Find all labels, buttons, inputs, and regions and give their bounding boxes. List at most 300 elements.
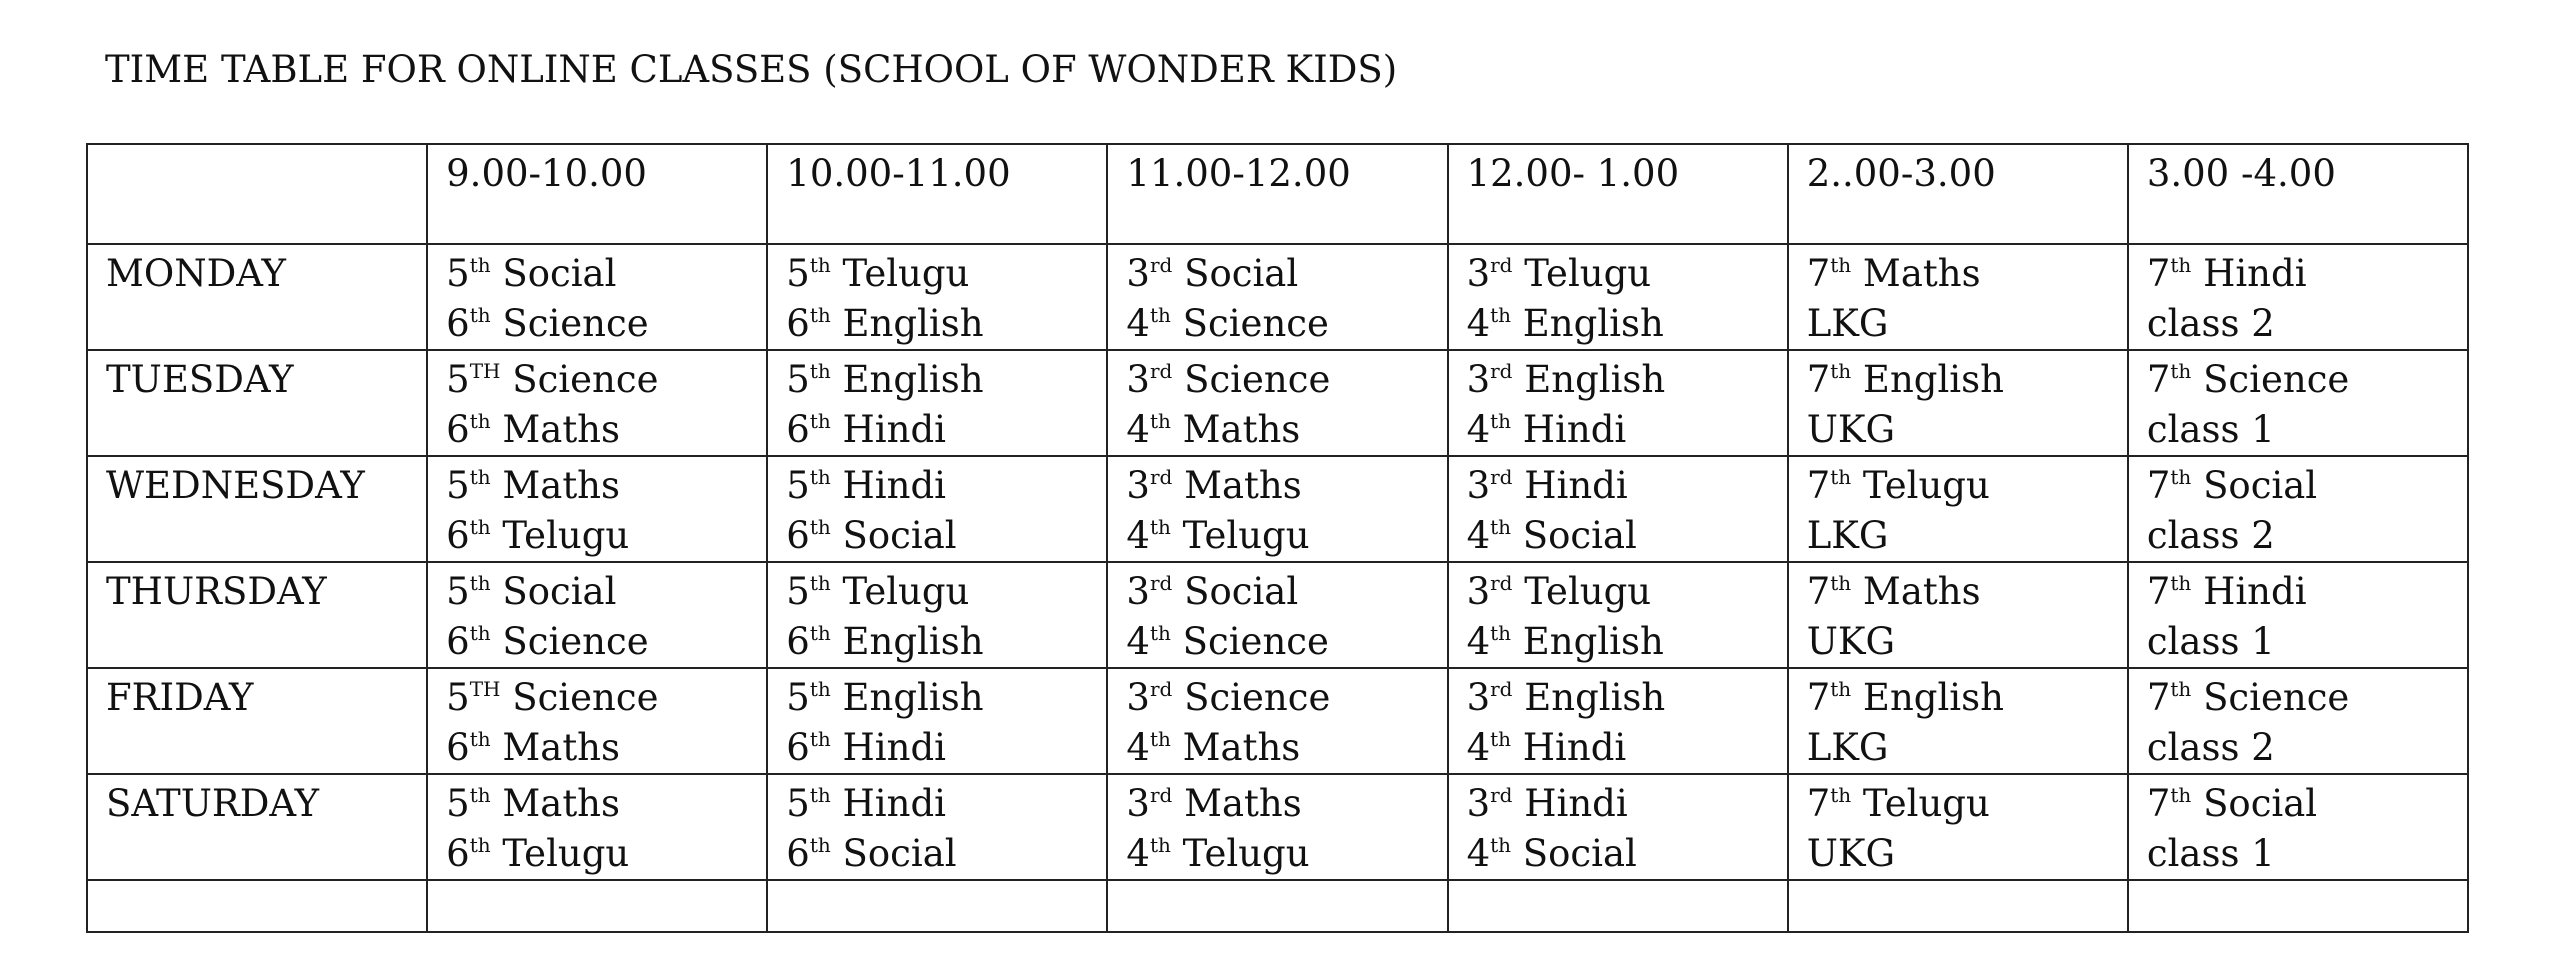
ordinal-suffix: th [1830,253,1852,277]
subject-text: English [1512,358,1666,401]
grade-number: 3 [1466,782,1491,825]
class-entry [2147,461,2449,511]
day-row [87,774,2468,880]
ordinal-suffix: th [809,833,831,857]
ordinal-suffix: th [809,677,831,701]
class-entry [1126,511,1428,561]
ordinal-suffix: th [2170,783,2192,807]
subject-text: English [1851,358,2004,401]
ordinal-suffix: th [809,465,831,489]
class-entry [786,779,1088,829]
grade-number: 4 [1466,620,1491,663]
class-entry [446,723,748,773]
grade-number: 7 [2146,252,2171,295]
class-entry [1467,829,1769,879]
ordinal-suffix: rd [1490,677,1513,701]
subject-text: Telugu [1170,514,1310,557]
class-entry [786,461,1088,511]
class-entry [446,779,748,829]
grade-number: 4 [1126,302,1150,345]
ordinal-suffix: th [1490,621,1512,645]
class-entry [2147,723,2449,773]
subject-text: Maths [1172,782,1302,825]
class-cell [2128,562,2468,668]
subject-text: Telugu [1512,252,1652,295]
grade-number: 4 [1466,514,1491,557]
corner-cell [87,144,427,244]
subject-text: class 1 [2146,832,2275,875]
grade-number: 3 [1126,464,1150,507]
subject-text: Social [490,252,617,295]
subject-text: Maths [1170,726,1301,769]
class-entry [446,829,748,879]
subject-text: Hindi [1512,782,1628,825]
ordinal-suffix: th [1490,833,1512,857]
grade-number: 6 [446,726,470,769]
subject-text: Maths [1172,464,1302,507]
ordinal-suffix: rd [1149,677,1173,701]
ordinal-suffix: th [2170,677,2192,701]
class-cell [1107,774,1447,880]
day-label: THURSDAY [87,562,427,668]
class-cell [2128,774,2468,880]
grade-number: 5 [446,464,470,507]
subject-text: Maths [1170,408,1301,451]
ordinal-suffix: th [809,621,831,645]
class-cell [427,456,767,562]
class-cell [1448,244,1788,350]
day-row [87,350,2468,456]
time-slot-header: 11.00-12.00 [1107,144,1447,244]
class-entry [2147,779,2449,829]
class-entry [446,405,748,455]
class-entry [446,299,748,349]
day-label: MONDAY [87,244,427,350]
subject-text: Science [490,620,649,663]
class-entry [1126,723,1428,773]
grade-number: 4 [1126,620,1150,663]
class-entry [1807,461,2109,511]
class-entry [2147,617,2449,667]
empty-cell [87,880,427,932]
ordinal-suffix: th [2170,359,2192,383]
ordinal-suffix: th [809,409,831,433]
class-entry [1126,405,1428,455]
ordinal-suffix: th [1490,727,1512,751]
class-cell [1788,244,2128,350]
grade-number: 7 [1806,358,1831,401]
day-label: SATURDAY [87,774,427,880]
class-cell [767,562,1107,668]
subject-text: Social [2191,464,2318,507]
grade-number: 6 [446,408,470,451]
subject-text: English [830,302,984,345]
subject-text: LKG [1806,726,1889,769]
class-entry [1807,829,2109,879]
class-cell [1107,668,1447,774]
grade-number: 6 [786,620,810,663]
class-entry [1126,299,1428,349]
class-entry [1126,829,1428,879]
grade-number: 5 [446,252,470,295]
grade-number: 6 [786,302,810,345]
ordinal-suffix: rd [1490,783,1513,807]
subject-text: Social [830,514,957,557]
grade-number: 6 [786,514,810,557]
subject-text: English [830,620,984,663]
class-cell [1448,668,1788,774]
ordinal-suffix: th [1490,515,1512,539]
class-entry [2147,355,2449,405]
subject-text: Hindi [830,408,946,451]
class-entry [1467,299,1769,349]
grade-number: 5 [786,358,810,401]
class-entry [1467,249,1769,299]
day-row [87,562,2468,668]
class-entry [1467,355,1769,405]
ordinal-suffix: th [809,515,831,539]
empty-row [87,880,2468,932]
ordinal-suffix: th [2170,253,2192,277]
subject-text: Social [1172,570,1299,613]
ordinal-suffix: th [1830,571,1852,595]
time-slot-header: 9.00-10.00 [427,144,767,244]
class-entry [1467,723,1769,773]
grade-number: 5 [446,358,470,401]
class-cell [2128,668,2468,774]
grade-number: 5 [446,570,470,613]
class-cell [1448,562,1788,668]
ordinal-suffix: th [469,621,491,645]
subject-text: Maths [1851,252,1981,295]
class-entry [2147,299,2449,349]
grade-number: 5 [786,570,810,613]
ordinal-suffix: th [469,833,491,857]
class-entry [1807,673,2109,723]
subject-text: Maths [490,726,621,769]
grade-number: 6 [446,514,470,557]
class-cell [1107,456,1447,562]
class-cell [2128,244,2468,350]
subject-text: Hindi [1511,726,1627,769]
class-entry [1467,567,1769,617]
subject-text: LKG [1806,302,1889,345]
grade-number: 5 [786,252,810,295]
subject-text: Science [2191,676,2350,719]
subject-text: UKG [1806,832,1896,875]
grade-number: 3 [1126,570,1150,613]
subject-text: Maths [490,782,621,825]
class-entry [446,461,748,511]
grade-number: 4 [1466,408,1491,451]
class-cell [1107,350,1447,456]
time-slot-header: 3.00 -4.00 [2128,144,2468,244]
class-entry [786,249,1088,299]
class-entry [1467,461,1769,511]
class-entry [786,617,1088,667]
class-entry [1807,617,2109,667]
grade-number: 7 [1806,570,1831,613]
grade-number: 4 [1126,832,1150,875]
grade-number: 7 [1806,676,1831,719]
grade-number: 7 [2146,570,2171,613]
subject-text: Science [500,676,659,719]
subject-text: Science [1170,620,1329,663]
ordinal-suffix: th [1149,409,1171,433]
class-entry [446,617,748,667]
subject-text: Maths [490,408,621,451]
grade-number: 6 [786,726,810,769]
day-row [87,668,2468,774]
class-entry [786,355,1088,405]
ordinal-suffix: th [809,783,831,807]
class-cell [1107,244,1447,350]
page-title: TIME TABLE FOR ONLINE CLASSES (SCHOOL OF WONDER KIDS) [105,48,1398,91]
subject-text: Telugu [830,570,970,613]
subject-text: Telugu [1170,832,1310,875]
ordinal-suffix: rd [1149,465,1173,489]
class-entry [1126,567,1428,617]
ordinal-suffix: th [1830,465,1852,489]
class-entry [1126,779,1428,829]
ordinal-suffix: th [1149,727,1171,751]
grade-number: 3 [1126,358,1150,401]
class-entry [1467,673,1769,723]
grade-number: 3 [1126,676,1150,719]
ordinal-suffix: TH [469,359,501,383]
empty-cell [2128,880,2468,932]
class-entry [446,673,748,723]
subject-text: Telugu [830,252,970,295]
empty-cell [1448,880,1788,932]
class-entry [786,299,1088,349]
subject-text: UKG [1806,408,1896,451]
class-entry [446,249,748,299]
subject-text: Maths [490,464,621,507]
ordinal-suffix: th [1149,515,1171,539]
subject-text: Social [830,832,957,875]
grade-number: 4 [1126,514,1150,557]
grade-number: 3 [1466,252,1491,295]
ordinal-suffix: th [469,783,491,807]
class-entry [1807,567,2109,617]
grade-number: 6 [446,620,470,663]
ordinal-suffix: rd [1490,253,1513,277]
subject-text: class 2 [2146,302,2275,345]
day-label: WEDNESDAY [87,456,427,562]
ordinal-suffix: th [1490,409,1512,433]
class-cell [1448,774,1788,880]
grade-number: 7 [1806,464,1831,507]
class-cell [1788,350,2128,456]
subject-text: Social [1172,252,1299,295]
subject-text: class 2 [2146,514,2275,557]
subject-text: Telugu [490,832,630,875]
class-cell [2128,456,2468,562]
subject-text: Hindi [830,464,946,507]
empty-cell [427,880,767,932]
grade-number: 3 [1126,252,1150,295]
subject-text: English [830,676,984,719]
time-slot-header: 12.00- 1.00 [1448,144,1788,244]
class-entry [1467,405,1769,455]
class-entry [1807,405,2109,455]
subject-text: Hindi [830,782,946,825]
class-entry [1807,723,2109,773]
class-cell [767,350,1107,456]
class-entry [786,511,1088,561]
ordinal-suffix: rd [1149,253,1173,277]
class-entry [786,829,1088,879]
subject-text: Social [2191,782,2318,825]
class-cell [767,668,1107,774]
ordinal-suffix: th [469,571,491,595]
subject-text: Hindi [2191,570,2307,613]
grade-number: 7 [1806,252,1831,295]
subject-text: Science [1172,676,1331,719]
grade-number: 4 [1126,726,1150,769]
class-entry [1467,617,1769,667]
time-slot-header: 2..00-3.00 [1788,144,2128,244]
class-entry [2147,511,2449,561]
class-entry [1807,249,2109,299]
class-entry [786,723,1088,773]
grade-number: 3 [1466,676,1491,719]
grade-number: 7 [1806,782,1831,825]
subject-text: Telugu [490,514,630,557]
subject-text: Science [1170,302,1329,345]
header-row [87,144,2468,244]
class-entry [446,567,748,617]
subject-text: English [830,358,984,401]
class-cell [427,668,767,774]
class-entry [1126,617,1428,667]
class-entry [2147,673,2449,723]
class-entry [1126,355,1428,405]
subject-text: Social [490,570,617,613]
class-cell [427,562,767,668]
subject-text: Hindi [1511,408,1627,451]
subject-text: class 1 [2146,620,2275,663]
ordinal-suffix: TH [469,677,501,701]
grade-number: 5 [446,676,470,719]
class-cell [1448,350,1788,456]
class-entry [1807,299,2109,349]
class-cell [427,244,767,350]
ordinal-suffix: rd [1490,465,1513,489]
class-entry [1126,461,1428,511]
ordinal-suffix: th [809,359,831,383]
class-entry [1807,355,2109,405]
class-cell [1788,562,2128,668]
class-entry [446,511,748,561]
grade-number: 4 [1466,726,1491,769]
subject-text: Maths [1851,570,1981,613]
grade-number: 6 [786,408,810,451]
grade-number: 6 [446,302,470,345]
ordinal-suffix: th [809,303,831,327]
class-entry [1126,249,1428,299]
day-label: FRIDAY [87,668,427,774]
ordinal-suffix: th [1490,303,1512,327]
class-cell [427,350,767,456]
ordinal-suffix: th [2170,465,2192,489]
subject-text: Telugu [1851,782,1990,825]
subject-text: Science [1172,358,1331,401]
ordinal-suffix: th [1149,833,1171,857]
class-entry [1467,779,1769,829]
class-cell [1788,456,2128,562]
class-entry [2147,829,2449,879]
ordinal-suffix: th [2170,571,2192,595]
class-entry [1126,673,1428,723]
grade-number: 5 [786,676,810,719]
grade-number: 7 [2146,782,2171,825]
grade-number: 7 [2146,464,2171,507]
class-cell [1788,774,2128,880]
subject-text: UKG [1806,620,1896,663]
class-entry [786,673,1088,723]
class-cell [767,456,1107,562]
class-cell [1448,456,1788,562]
timetable-body [87,144,2468,932]
class-cell [767,244,1107,350]
class-cell [2128,350,2468,456]
ordinal-suffix: rd [1490,359,1513,383]
class-cell [767,774,1107,880]
subject-text: English [1511,620,1664,663]
class-entry [2147,249,2449,299]
ordinal-suffix: th [1830,677,1852,701]
ordinal-suffix: th [809,571,831,595]
subject-text: English [1511,302,1664,345]
subject-text: LKG [1806,514,1889,557]
ordinal-suffix: th [469,409,491,433]
class-entry [2147,567,2449,617]
grade-number: 5 [786,464,810,507]
ordinal-suffix: th [469,303,491,327]
grade-number: 4 [1126,408,1150,451]
time-slot-header: 10.00-11.00 [767,144,1107,244]
grade-number: 6 [446,832,470,875]
subject-text: class 2 [2146,726,2275,769]
subject-text: English [1851,676,2004,719]
class-entry [446,355,748,405]
day-row [87,244,2468,350]
grade-number: 6 [786,832,810,875]
ordinal-suffix: rd [1149,571,1173,595]
empty-cell [1107,880,1447,932]
ordinal-suffix: rd [1490,571,1513,595]
ordinal-suffix: th [469,465,491,489]
class-cell [427,774,767,880]
ordinal-suffix: th [1830,359,1852,383]
ordinal-suffix: th [809,727,831,751]
grade-number: 3 [1466,358,1491,401]
empty-cell [767,880,1107,932]
empty-cell [1788,880,2128,932]
grade-number: 3 [1466,570,1491,613]
class-entry [2147,405,2449,455]
ordinal-suffix: th [809,253,831,277]
grade-number: 3 [1466,464,1491,507]
subject-text: class 1 [2146,408,2275,451]
grade-number: 3 [1126,782,1150,825]
class-entry [1807,779,2109,829]
class-cell [1788,668,2128,774]
ordinal-suffix: th [469,727,491,751]
grade-number: 4 [1466,302,1491,345]
